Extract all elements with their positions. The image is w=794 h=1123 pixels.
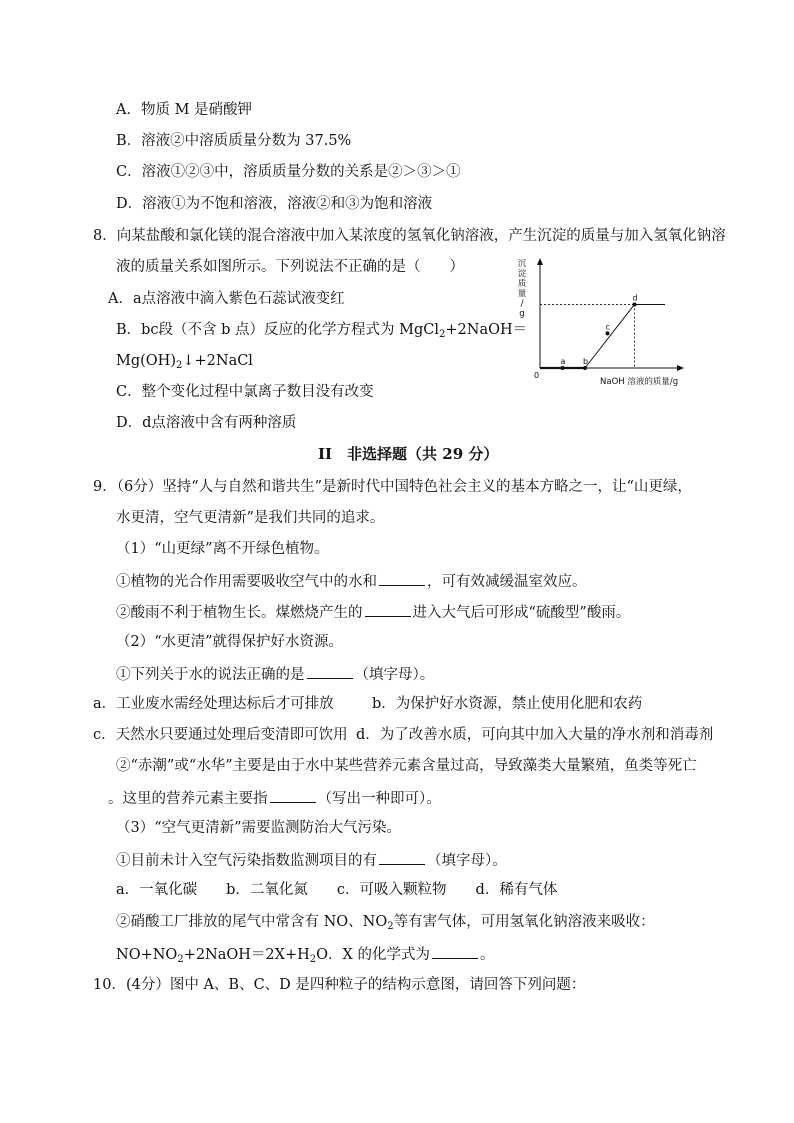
q9-line2: 水更清，空气更清新”是我们共同的追求。 — [116, 510, 385, 526]
q9-sub1-item1 — [116, 570, 587, 590]
q9-sub1-item2-end: 进入大气后可形成“硫酸型”酸雨。 — [412, 605, 631, 621]
q9-sub3-equation — [116, 943, 494, 963]
q9-sub3-item1 — [116, 849, 507, 869]
q9-choice-d: d．为了改善水质，可向其中加入大量的净水剂和消毒剂 — [356, 727, 714, 743]
chart-xlabel: NaOH 溶液的质量/g — [600, 377, 679, 387]
q8-stem-line1: 8．向某盐酸和氯化镁的混合溶液中加入某浓度的氢氧化钠溶液，产生沉淀的质量与加入氢氧化钠溶 — [93, 228, 726, 244]
q8-option-b-line2 — [116, 351, 253, 371]
x-axis-arrow — [677, 365, 684, 371]
answer-blank[interactable] — [379, 570, 425, 586]
data-point-label-b: b — [583, 357, 589, 366]
q9-sub1-item2 — [116, 601, 630, 621]
q7-option-d: D．溶液①为不饱和溶液，溶液②和③为饱和溶液 — [116, 196, 433, 212]
q9-sub2-item2-cont — [108, 787, 441, 807]
q8-option-b-formula-end: ↓+2NaCl — [182, 353, 253, 369]
q9-line1: 9．（6分）坚持“人与自然和谐共生”是新时代中国特色社会主义的基本方略之一，让“山更绿， — [93, 479, 692, 495]
q9-sub3-item2-sub: 2 — [387, 921, 394, 932]
q9-sub1: （1）“山更绿”离不开绿色植物。 — [116, 541, 329, 557]
answer-blank[interactable] — [379, 849, 425, 865]
q9-sub2-item1-text: ①下列关于水的说法正确的是 — [116, 667, 305, 683]
equation-part1: NO+NO — [116, 947, 178, 963]
y-axis-arrow — [537, 258, 543, 265]
q8-option-c: C．整个变化过程中氯离子数目没有改变 — [116, 384, 374, 400]
equation-part3: O．X 的化学式为 — [316, 947, 430, 963]
chart-marks — [540, 293, 665, 370]
data-point-label-d: d — [632, 293, 638, 303]
q9-sub1-item1-text: ①植物的光合作用需要吸收空气中的水和 — [116, 574, 377, 590]
q9-sub2-item2-end: （写出一种即可）。 — [317, 791, 441, 807]
q8-option-b-formula: Mg(OH) — [116, 353, 176, 369]
q7-option-a: A．物质 M 是硝酸钾 — [116, 102, 253, 118]
equation-sub2: 2 — [309, 954, 317, 965]
q9-sub3-choices: a．一氧化碳 b．二氧化氮 c．可吸入颗粒物 d．稀有气体 — [116, 882, 558, 898]
data-point-a — [561, 366, 565, 370]
q9-sub1-item1-end: ，可有效减缓温室效应。 — [427, 574, 587, 590]
answer-blank[interactable] — [432, 943, 478, 959]
q9-sub3-item2-end: 等有害气体，可用氢氧化钠溶液来吸收： — [393, 914, 655, 930]
q9-sub2: （2）“水更清”就得保护好水资源。 — [116, 634, 344, 650]
chart-ylabel-char: 沉 — [517, 259, 527, 269]
q9-sub2-item1 — [116, 663, 434, 683]
q9-choice-a: a．工业废水需经处理达标后才可排放 — [93, 696, 334, 712]
chart-ylabel-char: 质 — [517, 279, 527, 289]
q8-stem-line2: 液的质量关系如图所示。下列说法不正确的是（ ） — [116, 259, 464, 275]
q9-sub1-item2-text: ②酸雨不利于植物生长。煤燃烧产生的 — [116, 605, 363, 621]
q7-option-b: B．溶液②中溶质质量分数为 37.5% — [116, 133, 352, 149]
q8-option-d: D．d点溶液中含有两种溶质 — [116, 415, 297, 431]
section-title: II 非选择题（共 29 分） — [318, 445, 499, 463]
q8-option-a: A．a点溶液中滴入紫色石蕊试液变红 — [108, 291, 345, 307]
answer-blank[interactable] — [365, 601, 411, 617]
data-point-label-c: c — [605, 322, 610, 332]
chart-ylabel — [518, 259, 527, 319]
answer-blank[interactable] — [270, 787, 316, 803]
data-point-b — [583, 366, 587, 370]
precipitate-chart — [510, 252, 700, 387]
q8-option-b-text2: +2NaOH＝ — [445, 322, 528, 338]
q8-option-b-sub: 2 — [439, 329, 446, 340]
q10-line1: 10．(4分）图中 A、B、C、D 是四种粒子的结构示意图，请回答下列问题： — [93, 977, 586, 993]
chart-ylabel-char: 量 — [517, 289, 527, 299]
q9-sub3-item2 — [116, 912, 655, 932]
q9-sub3-item2-text: ②硝酸工厂排放的尾气中常含有 NO、NO — [116, 914, 388, 930]
equation-part2: +2NaOH＝2X+H — [183, 947, 310, 963]
q9-choice-b: b．为保护好水资源，禁止使用化肥和农药 — [372, 696, 643, 712]
equation-sub1: 2 — [177, 954, 184, 965]
chart-ylabel-char: / — [520, 299, 524, 309]
q7-option-c: C．溶液①②③中，溶质质量分数的关系是②＞③＞① — [116, 164, 461, 180]
q8-option-b-text: B．bc段（不含 b 点）反应的化学方程式为 MgCl — [116, 322, 440, 338]
q9-choice-c: c．天然水只要通过处理后变清即可饮用 — [93, 727, 348, 743]
q9-sub2-item2: ②“赤潮”或“水华”主要是由于水中某些营养元素含量过高，导致藻类大量繁殖，鱼类等死亡 — [116, 758, 697, 774]
q9-sub2-item1-end: （填字母）。 — [354, 667, 435, 683]
chart-ylabel-char: g — [519, 309, 525, 319]
data-point-d — [633, 302, 637, 306]
q9-sub3-item1-text: ①目前未计入空气污染指数监测项目的有 — [116, 853, 377, 869]
data-point-c — [606, 331, 610, 335]
equation-end: 。 — [479, 947, 495, 963]
chart-ylabel-char: 淀 — [517, 269, 527, 279]
data-point-label-a: a — [560, 357, 566, 366]
q9-sub2-item2-text: 。这里的营养元素主要指 — [108, 791, 268, 807]
q8-option-b-line1 — [116, 320, 527, 340]
q9-sub3-item1-end: （填字母）。 — [427, 853, 507, 869]
q9-sub3: （3）“空气更清新”需要监测防治大气污染。 — [116, 820, 402, 836]
series-line-rise — [585, 304, 635, 368]
q8-option-b-formula-sub: 2 — [175, 360, 183, 371]
chart-origin-label: 0 — [534, 371, 540, 380]
answer-blank[interactable] — [307, 663, 353, 679]
